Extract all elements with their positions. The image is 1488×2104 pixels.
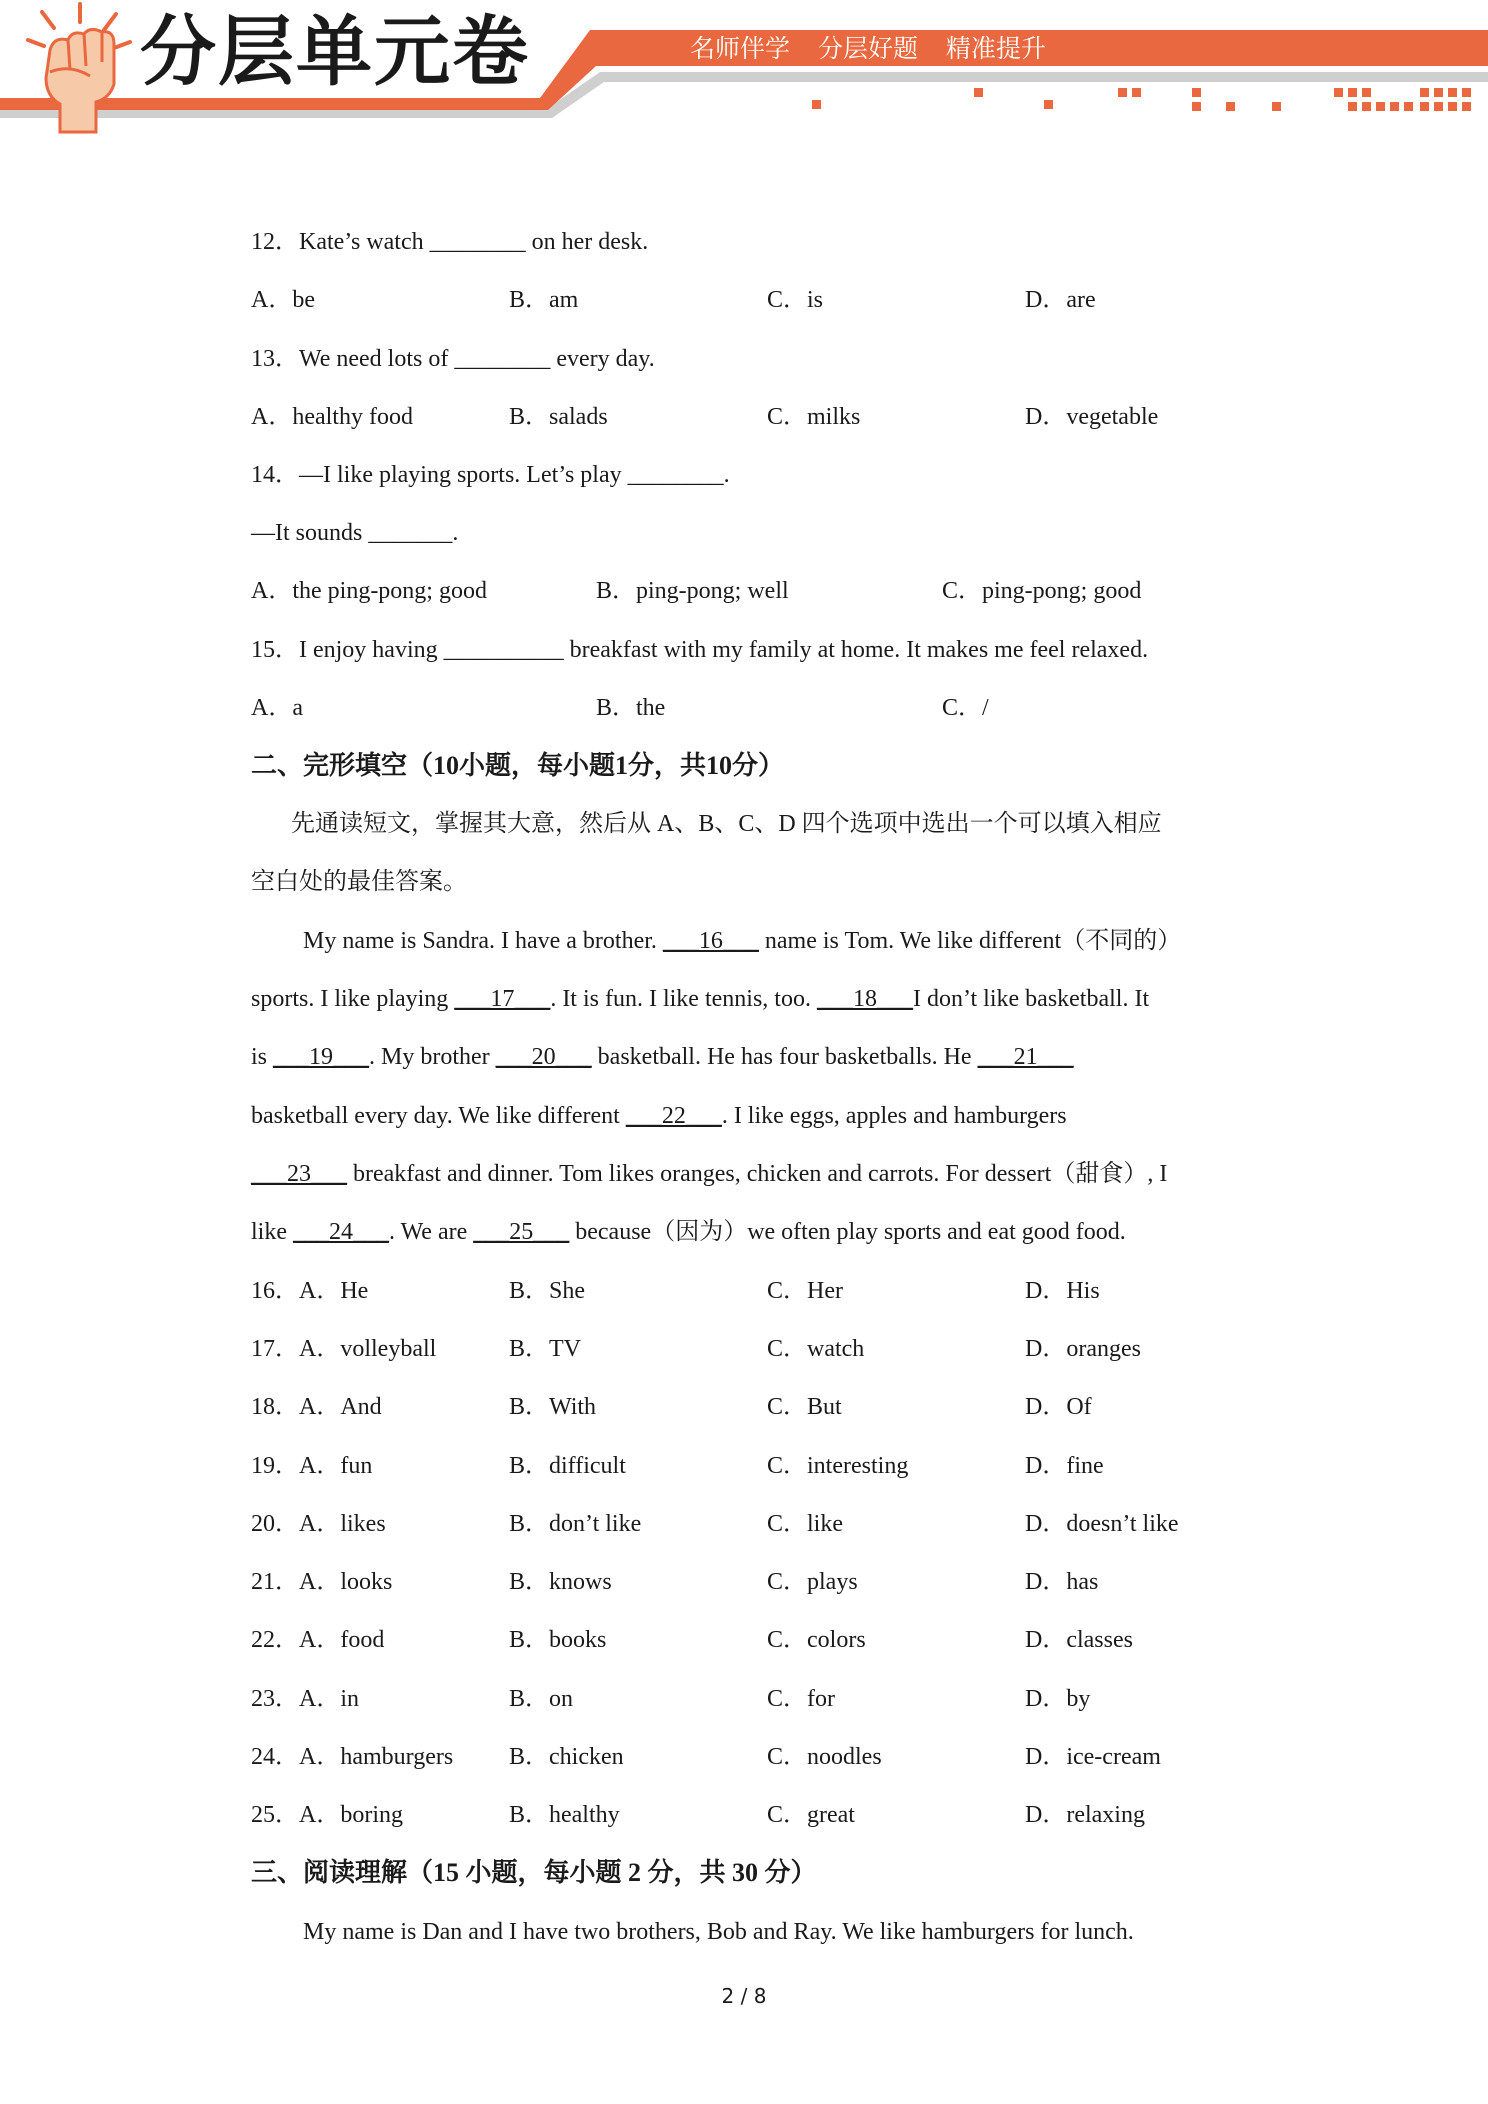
q14-option-b: B．ping-pong; well — [596, 578, 789, 604]
blank-18: ___18___ — [816, 986, 913, 1012]
cloze-q23-option-d: D．by — [1025, 1686, 1091, 1712]
passage-text: I don’t like basketball. It — [912, 986, 1150, 1012]
passage-text: My name is Sandra. I have a brother. — [303, 928, 663, 954]
q15-stem: 15．I enjoy having __________ breakfast with my family at home. It makes me feel relaxed. — [251, 637, 1149, 663]
q15-option-a: A．a — [251, 695, 303, 721]
passage-text: name is Tom. We like different（不同的） — [758, 928, 1182, 954]
reading-passage: My name is Dan and I have two brothers, Bob and Ray. We like hamburgers for lunch. — [303, 1919, 1134, 1945]
cloze-q21-option-b: B．knows — [509, 1569, 612, 1595]
cloze-q18-option-a: 18．A．And — [251, 1394, 382, 1420]
passage-text: . It is fun. I like tennis, too. — [550, 986, 817, 1012]
brand-slogan: 名师伴学 分层好题 精准提升 — [690, 34, 1046, 63]
q15-option-c: C．/ — [942, 695, 989, 721]
blank-19: ___19___ — [273, 1044, 370, 1070]
section3-title: 三、阅读理解（15 小题，每小题 2 分，共 30 分） — [251, 1858, 817, 1887]
passage-text: . We are — [389, 1219, 474, 1245]
cloze-q25-option-b: B．healthy — [509, 1802, 620, 1828]
cloze-q17-option-c: C．watch — [767, 1336, 865, 1362]
cloze-q23-option-c: C．for — [767, 1686, 835, 1712]
blank-21: ___21___ — [977, 1044, 1074, 1070]
section2-instruction: 先通读短文，掌握其大意，然后从 A、B、C、D 四个选项中选出一个可以填入相应 — [291, 811, 1162, 837]
blank-25: ___25___ — [473, 1219, 570, 1245]
cloze-q18-option-c: C．But — [767, 1394, 842, 1420]
section2-instruction-cont: 空白处的最佳答案。 — [251, 869, 467, 895]
cloze-q22-option-d: D．classes — [1025, 1627, 1133, 1653]
passage-line — [251, 1159, 1167, 1189]
q14-stem: 14．—I like playing sports. Let’s play ________. — [251, 462, 730, 488]
cloze-q18-option-b: B．With — [509, 1394, 597, 1420]
passage-line — [251, 1042, 1074, 1072]
blank-16: ___16___ — [662, 928, 759, 954]
cloze-q25-option-d: D．relaxing — [1025, 1802, 1145, 1828]
cloze-q18-option-d: D．Of — [1025, 1394, 1092, 1420]
cloze-q22-option-c: C．colors — [767, 1627, 866, 1653]
cloze-q19-option-a: 19．A．fun — [251, 1453, 373, 1479]
cloze-q21-option-d: D．has — [1025, 1569, 1099, 1595]
cloze-q17-option-a: 17．A．volleyball — [251, 1336, 437, 1362]
passage-line — [251, 984, 1149, 1014]
cloze-q23-option-a: 23．A．in — [251, 1686, 359, 1712]
brand-title: 分层单元卷 — [140, 7, 530, 96]
q12-stem: 12．Kate’s watch ________ on her desk. — [251, 229, 649, 255]
passage-line — [251, 1217, 1126, 1247]
cloze-q16-option-c: C．Her — [767, 1278, 843, 1304]
blank-22: ___22___ — [625, 1103, 722, 1129]
cloze-q24-option-a: 24．A．hamburgers — [251, 1744, 454, 1770]
cloze-q24-option-c: C．noodles — [767, 1744, 882, 1770]
cloze-q24-option-d: D．ice-cream — [1025, 1744, 1161, 1770]
passage-text: basketball every day. We like different — [251, 1103, 626, 1129]
page-number: 2 / 8 — [721, 1984, 767, 2008]
cloze-q20-option-d: D．doesn’t like — [1025, 1511, 1179, 1537]
passage-line — [251, 1101, 1067, 1131]
cloze-q19-option-d: D．fine — [1025, 1453, 1104, 1479]
cloze-q23-option-b: B．on — [509, 1686, 574, 1712]
passage-text: basketball. He has four basketballs. He — [591, 1044, 978, 1070]
cloze-q25-option-a: 25．A．boring — [251, 1802, 403, 1828]
passage-text: . I like eggs, apples and hamburgers — [721, 1103, 1067, 1129]
q12-option-d: D．are — [1025, 287, 1096, 313]
blank-24: ___24___ — [293, 1219, 389, 1245]
passage-text: because（因为）we often play sports and eat good food. — [569, 1219, 1126, 1245]
page-header — [0, 0, 1488, 140]
cloze-q20-option-c: C．like — [767, 1511, 843, 1537]
cloze-q20-option-b: B．don’t like — [509, 1511, 642, 1537]
q13-stem: 13．We need lots of ________ every day. — [251, 346, 655, 372]
cloze-q21-option-a: 21．A．looks — [251, 1569, 393, 1595]
passage-text: sports. I like playing — [251, 986, 455, 1012]
q13-option-b: B．salads — [509, 404, 608, 430]
cloze-q16-option-d: D．His — [1025, 1278, 1100, 1304]
blank-17: ___17___ — [454, 986, 551, 1012]
cloze-q16-option-b: B．She — [509, 1278, 586, 1304]
blank-20: ___20___ — [495, 1044, 592, 1070]
fist-icon — [10, 0, 140, 138]
q14-option-a: A．the ping-pong; good — [251, 578, 487, 604]
q12-option-c: C．is — [767, 287, 824, 313]
cloze-q22-option-b: B．books — [509, 1627, 607, 1653]
cloze-q16-option-a: 16．A．He — [251, 1278, 369, 1304]
cloze-q17-option-d: D．oranges — [1025, 1336, 1141, 1362]
q14-option-c: C．ping-pong; good — [942, 578, 1142, 604]
cloze-q24-option-b: B．chicken — [509, 1744, 624, 1770]
passage-line — [303, 926, 1181, 956]
cloze-q21-option-c: C．plays — [767, 1569, 858, 1595]
q12-option-a: A．be — [251, 287, 315, 313]
passage-text: . My brother — [369, 1044, 496, 1070]
passage-text: like — [251, 1219, 293, 1245]
cloze-q17-option-b: B．TV — [509, 1336, 581, 1362]
q12-option-b: B．am — [509, 287, 579, 313]
section2-title: 二、完形填空（10小题，每小题1分，共10分） — [251, 751, 785, 780]
q13-option-c: C．milks — [767, 404, 861, 430]
cloze-q19-option-b: B．difficult — [509, 1453, 626, 1479]
passage-text: breakfast and dinner. Tom likes oranges, chicken and carrots. For dessert（甜食）, I — [347, 1161, 1168, 1187]
q13-option-d: D．vegetable — [1025, 404, 1159, 430]
cloze-q25-option-c: C．great — [767, 1802, 855, 1828]
blank-23: ___23___ — [251, 1161, 347, 1187]
passage-text: is — [251, 1044, 274, 1070]
cloze-q22-option-a: 22．A．food — [251, 1627, 385, 1653]
cloze-q20-option-a: 20．A．likes — [251, 1511, 386, 1537]
q13-option-a: A．healthy food — [251, 404, 413, 430]
q15-option-b: B．the — [596, 695, 666, 721]
cloze-q19-option-c: C．interesting — [767, 1453, 909, 1479]
q14-reply: —It sounds _______. — [251, 520, 459, 546]
